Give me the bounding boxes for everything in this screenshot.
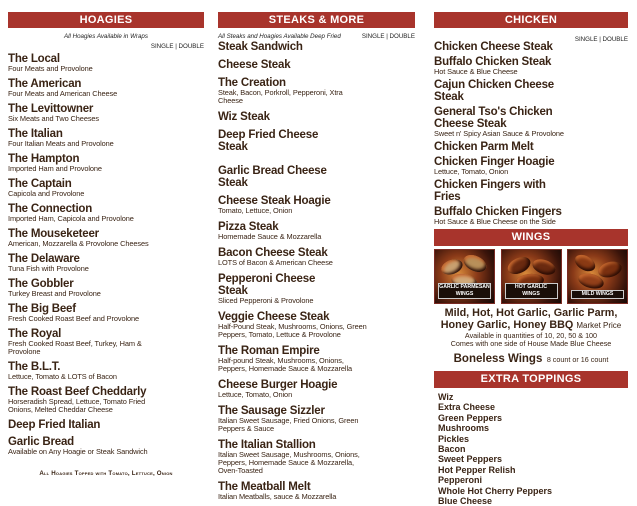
topping-item: Extra Cheese bbox=[438, 402, 496, 413]
steaks-subheader bbox=[218, 33, 415, 40]
menu-item-name: Deep Fried Italian bbox=[8, 419, 101, 431]
menu-item-description: Italian Meatballs, sauce & Mozzarella bbox=[218, 492, 337, 501]
menu-item-description: Homemade Sauce & Mozzarella bbox=[218, 232, 322, 241]
garlic-parmesan-wings-photo bbox=[434, 249, 495, 304]
menu-item bbox=[218, 59, 415, 71]
boneless-wings bbox=[434, 349, 628, 367]
menu-item-name: Garlic Bread Cheese Steak bbox=[218, 165, 327, 189]
menu-item bbox=[218, 247, 415, 267]
menu-item-description: Four Italian Meats and Provolone bbox=[8, 139, 114, 148]
menu-item-description: Italian Sweet Sausage, Fried Onions, Green Peppers & Sauce bbox=[218, 416, 359, 433]
boneless-wings-count: 8 count or 16 count bbox=[546, 355, 609, 364]
menu-item-description: Hot Sauce & Blue Cheese bbox=[434, 67, 518, 76]
chicken-single-double: SINGLE | DOUBLE bbox=[574, 36, 628, 43]
menu-item bbox=[434, 106, 628, 138]
steaks-section bbox=[218, 12, 415, 501]
menu-item-description: Half-pound Steak, Mushrooms, Onions, Peppers, Homemade Sauce & Mozzarella bbox=[218, 356, 353, 373]
menu-item bbox=[434, 206, 628, 226]
topping-item: Pepperoni bbox=[438, 475, 483, 486]
menu-item bbox=[218, 111, 415, 123]
menu-item-name: The Captain bbox=[8, 178, 72, 190]
menu-item-description: Fresh Cooked Roast Beef and Provolone bbox=[8, 314, 140, 323]
wings-flavor-list: Mild, Hot, Hot Garlic, Garlic Parm, Honey Garlic, Honey BBQ bbox=[440, 307, 618, 331]
menu-item bbox=[218, 379, 415, 399]
menu-item bbox=[218, 311, 415, 339]
menu-item-name: Cheese Steak Hoagie bbox=[218, 195, 331, 207]
toppings-header: EXTRA TOPPINGS bbox=[434, 371, 628, 388]
topping-item: Whole Hot Cherry Peppers bbox=[438, 485, 553, 496]
menu-item-name: The Meatball Melt bbox=[218, 481, 311, 493]
menu-item bbox=[8, 203, 204, 223]
topping-item: Hot Pepper Relish bbox=[438, 464, 516, 475]
menu-item bbox=[8, 303, 204, 323]
topping-item: Wiz bbox=[438, 392, 454, 402]
menu-item bbox=[8, 228, 204, 248]
chicken-section bbox=[434, 12, 628, 506]
menu-item bbox=[218, 195, 415, 215]
menu-item-description: Available on Any Hoagie or Steak Sandwich bbox=[8, 447, 148, 456]
menu-item bbox=[218, 345, 415, 373]
menu-item bbox=[8, 278, 204, 298]
menu-item-description: Tuna Fish with Provolone bbox=[8, 264, 89, 273]
wings-quantities: Available in quantities of 10, 20, 50 & 100 bbox=[464, 331, 598, 340]
menu-item-name: Chicken Finger Hoagie bbox=[434, 156, 555, 168]
menu-item bbox=[434, 56, 628, 76]
menu-item-name: Buffalo Chicken Steak bbox=[434, 56, 552, 68]
mild-wings-photo bbox=[567, 249, 628, 304]
hot-garlic-wings-photo bbox=[501, 249, 562, 304]
wings-header: WINGS bbox=[434, 229, 628, 246]
menu-item-name: The Roast Beef Cheddarly bbox=[8, 386, 147, 398]
toppings-list bbox=[434, 392, 628, 506]
menu-item bbox=[218, 481, 415, 501]
menu-item-description: Sliced Pepperoni & Provolone bbox=[218, 296, 314, 305]
hoagies-subtitle: All Hoagies Available in Wraps bbox=[64, 33, 148, 40]
menu-item-name: Cheese Steak bbox=[218, 59, 291, 71]
photo-caption: HOT GARLIC WINGS bbox=[505, 283, 558, 299]
menu-item-name: Buffalo Chicken Fingers bbox=[434, 206, 562, 218]
menu-item-name: The Roman Empire bbox=[218, 345, 320, 357]
menu-item-name: Veggie Cheese Steak bbox=[218, 311, 330, 323]
wings-photos bbox=[434, 249, 628, 304]
chicken-list bbox=[434, 41, 628, 226]
hoagies-list bbox=[8, 53, 204, 456]
menu-item-name: Wiz Steak bbox=[218, 111, 270, 123]
menu-item-description: Sweet n' Spicy Asian Sauce & Provolone bbox=[434, 129, 564, 138]
menu-item bbox=[8, 386, 204, 414]
menu-item bbox=[218, 405, 415, 433]
steaks-subtitle: All Steaks and Hoagies Available Deep Fried bbox=[218, 33, 341, 40]
hoagies-footer: All Hoagies Topped with Tomato, Lettuce, Onion bbox=[39, 470, 173, 477]
boneless-wings-label: Boneless Wings bbox=[453, 353, 543, 365]
menu-item bbox=[434, 141, 628, 153]
menu-item-description: Italian Sweet Sausage, Mushrooms, Onions, Peppers, Homemade Sauce & Mozzarella, Oven-Toasted bbox=[218, 450, 360, 475]
topping-item: Blue Cheese bbox=[438, 496, 493, 506]
menu-item-name: The Italian bbox=[8, 128, 63, 140]
menu-item-name: General Tso's Chicken Cheese Steak bbox=[434, 106, 553, 130]
menu-item-name: The Connection bbox=[8, 203, 93, 215]
menu-item-description: American, Mozzarella & Provolone Cheeses bbox=[8, 239, 149, 248]
topping-item: Mushrooms bbox=[438, 423, 490, 434]
menu-item bbox=[8, 103, 204, 123]
menu-item-name: The Levittowner bbox=[8, 103, 94, 115]
menu-item bbox=[8, 78, 204, 98]
menu-item bbox=[8, 53, 204, 73]
menu-item bbox=[8, 328, 204, 356]
menu-item-description: Horseradish Spread, Lettuce, Tomato Fried Onions, Melted Cheddar Cheese bbox=[8, 397, 146, 414]
steaks-list bbox=[218, 41, 415, 501]
menu-item-name: Cheese Burger Hoagie bbox=[218, 379, 338, 391]
menu-item-name: The Mouseketeer bbox=[8, 228, 99, 240]
menu-item-name: Bacon Cheese Steak bbox=[218, 247, 328, 259]
menu-item-description: Lettuce, Tomato, Onion bbox=[434, 167, 509, 176]
chicken-header: CHICKEN bbox=[434, 12, 628, 28]
menu-item bbox=[8, 128, 204, 148]
menu-item-name: The Royal bbox=[8, 328, 62, 340]
menu-item-name: Deep Fried Cheese Steak bbox=[218, 129, 319, 153]
menu-item-name: The American bbox=[8, 78, 82, 90]
menu-item bbox=[8, 361, 204, 381]
menu-item-description: Hot Sauce & Blue Cheese on the Side bbox=[434, 217, 556, 226]
menu-item-name: Steak Sandwich bbox=[218, 41, 303, 53]
menu-item-description: Fresh Cooked Roast Beef, Turkey, Ham & Provolone bbox=[8, 339, 142, 356]
menu-item bbox=[434, 156, 628, 176]
topping-item: Pickles bbox=[438, 433, 470, 444]
menu-item bbox=[218, 129, 415, 153]
menu-item bbox=[8, 153, 204, 173]
wings-comes-with: Comes with one side of House Made Blue Cheese bbox=[450, 339, 612, 348]
topping-item: Green Peppers bbox=[438, 412, 503, 423]
menu-item bbox=[218, 41, 415, 53]
menu-item-name: The Creation bbox=[218, 77, 286, 89]
menu-item-name: The Gobbler bbox=[8, 278, 74, 290]
hoagies-single-double: SINGLE | DOUBLE bbox=[150, 43, 204, 50]
menu-item bbox=[218, 221, 415, 241]
topping-item: Sweet Peppers bbox=[438, 454, 503, 465]
photo-caption: GARLIC PARMESAN WINGS bbox=[439, 284, 490, 297]
menu-item bbox=[8, 436, 204, 456]
menu-item-description: Steak, Bacon, Porkroll, Pepperoni, Xtra Cheese bbox=[218, 88, 343, 105]
menu-item-description: Four Meats and American Cheese bbox=[8, 89, 118, 98]
menu-item bbox=[8, 178, 204, 198]
menu-item bbox=[218, 439, 415, 475]
menu-item-name: The Local bbox=[8, 53, 60, 65]
hoagies-header: HOAGIES bbox=[8, 12, 204, 28]
photo-caption: MILD WINGS bbox=[571, 290, 624, 299]
menu-item bbox=[434, 179, 628, 203]
menu-item-name: Chicken Fingers with Fries bbox=[434, 179, 546, 203]
menu-item-description: Tomato, Lettuce, Onion bbox=[218, 206, 293, 215]
menu-item-name: The Hampton bbox=[8, 153, 80, 165]
menu-item bbox=[8, 419, 204, 431]
hoagies-section bbox=[8, 12, 204, 477]
menu-item-name: Chicken Parm Melt bbox=[434, 141, 534, 153]
menu-item-description: Lettuce, Tomato, Onion bbox=[218, 390, 293, 399]
menu-item bbox=[218, 77, 415, 105]
menu-item bbox=[218, 273, 415, 305]
menu-item-description: Four Meats and Provolone bbox=[8, 64, 93, 73]
menu-item-name: Cajun Chicken Cheese Steak bbox=[434, 79, 554, 103]
menu-item-name: Pepperoni Cheese Steak bbox=[218, 273, 316, 297]
wings-flavors bbox=[434, 307, 628, 332]
menu-item-description: Turkey Breast and Provolone bbox=[8, 289, 101, 298]
steaks-single-double: SINGLE | DOUBLE bbox=[361, 33, 415, 40]
topping-item: Bacon bbox=[438, 444, 466, 455]
menu-item-name: Pizza Steak bbox=[218, 221, 279, 233]
steaks-header: STEAKS & MORE bbox=[218, 12, 415, 28]
menu-item-name: Garlic Bread bbox=[8, 436, 74, 448]
wings-market-price: Market Price bbox=[576, 321, 622, 330]
menu-item-name: The Big Beef bbox=[8, 303, 76, 315]
menu-item-description: Imported Ham, Capicola and Provolone bbox=[8, 214, 134, 223]
menu-item-description: LOTS of Bacon & American Cheese bbox=[218, 258, 333, 267]
menu-item-name: The Delaware bbox=[8, 253, 80, 265]
menu-item bbox=[434, 79, 628, 103]
menu-item-description: Half-Pound Steak, Mushrooms, Onions, Green Peppers, Tomato, Lettuce & Provolone bbox=[218, 322, 367, 339]
menu-item bbox=[8, 253, 204, 273]
menu-item-description: Imported Ham and Provolone bbox=[8, 164, 102, 173]
menu-item-description: Lettuce, Tomato & LOTS of Bacon bbox=[8, 372, 117, 381]
menu-item-name: The Italian Stallion bbox=[218, 439, 316, 451]
menu-item-name: The B.L.T. bbox=[8, 361, 61, 373]
menu-item-name: The Sausage Sizzler bbox=[218, 405, 325, 417]
menu-item-description: Capicola and Provolone bbox=[8, 189, 85, 198]
menu-item-description: Six Meats and Two Cheeses bbox=[8, 114, 100, 123]
menu-item bbox=[218, 165, 415, 189]
menu-item-name: Chicken Cheese Steak bbox=[434, 41, 553, 53]
